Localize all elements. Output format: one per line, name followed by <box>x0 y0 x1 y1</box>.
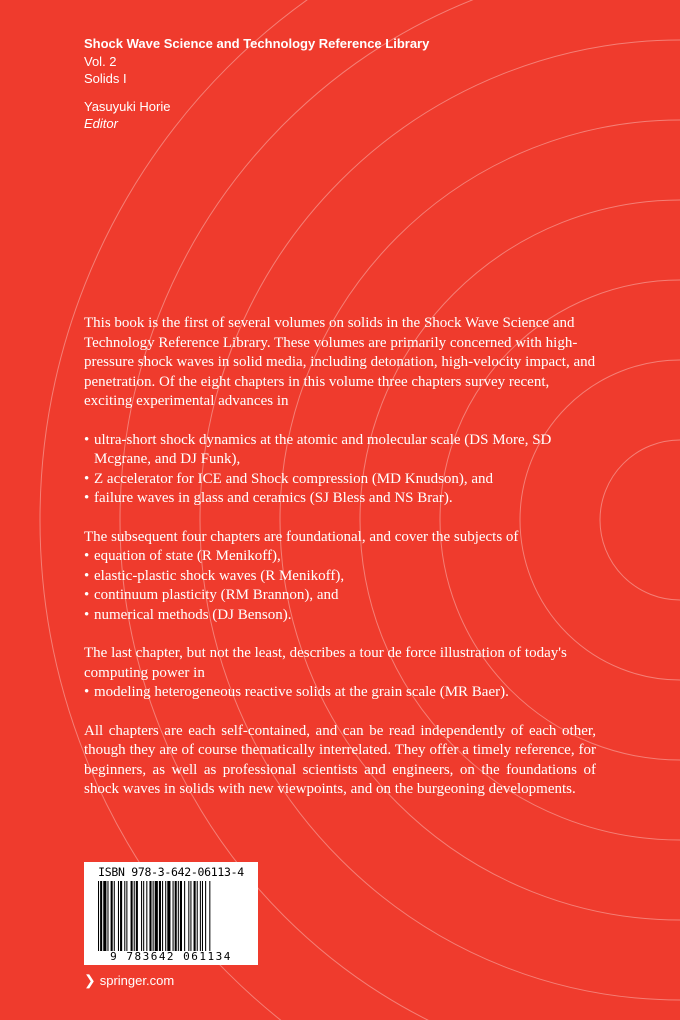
list-item: • failure waves in glass and ceramics (SJ Bless and NS Brar). <box>84 489 596 509</box>
intro-paragraph: This book is the first of several volumes on solids in the Shock Wave Science and Technology Reference Library. These volumes are primarily concerned with high-pressure shock waves in solid media, including detonation, high-velocity impact, and penetration. Of the eight chapters in this volume three chapters survey recent, exciting experimental advances in <box>84 315 596 409</box>
barcode-digits: 9 783642 061134 <box>110 950 232 963</box>
volume-subtitle: Solids I <box>84 71 127 86</box>
editor-role: Editor <box>84 116 118 131</box>
list-item: • ultra-short shock dynamics at the atomic and molecular scale (DS More, SD Mcgrane, and DJ Funk), <box>84 431 596 470</box>
series-title: Shock Wave Science and Technology Reference Library <box>84 36 430 51</box>
editor-name: Yasuyuki Horie <box>84 98 171 114</box>
book-header <box>84 35 429 133</box>
foundational-list <box>84 547 596 625</box>
list-item: • continuum plasticity (RM Brannon), and <box>84 586 596 606</box>
barcode-bars <box>98 881 250 951</box>
experimental-list <box>84 431 596 509</box>
list-item: • Z accelerator for ICE and Shock compression (MD Knudson), and <box>84 470 596 490</box>
isbn-barcode <box>84 862 258 965</box>
chevron-right-icon: ❯ <box>84 972 96 988</box>
isbn-label: ISBN 978-3-642-06113-4 <box>98 865 244 879</box>
list-item: • numerical methods (DJ Benson). <box>84 606 596 626</box>
closing-paragraph: All chapters are each self-contained, and can be read independently of each other, though they are of course thematically interrelated. They offer a timely reference, for beginners, as well as professional scientists and engineers, on the foundations of shock waves in solids with new viewpoints, and on the burgeoning developments. <box>84 722 596 797</box>
blurb <box>84 314 596 819</box>
foundational-intro: The subsequent four chapters are foundational, and cover the subjects of <box>84 528 519 545</box>
publisher-link[interactable] <box>84 972 174 989</box>
last-chapter-intro: The last chapter, but not the least, describes a tour de force illustration of today's computing power in <box>84 645 567 681</box>
volume-number: Vol. 2 <box>84 53 117 69</box>
last-chapter-list <box>84 683 596 703</box>
list-item: • equation of state (R Menikoff), <box>84 547 596 567</box>
list-item: • elastic-plastic shock waves (R Menikoff), <box>84 567 596 587</box>
publisher-site: springer.com <box>99 973 175 988</box>
list-item: • modeling heterogeneous reactive solids at the grain scale (MR Baer). <box>84 683 596 703</box>
